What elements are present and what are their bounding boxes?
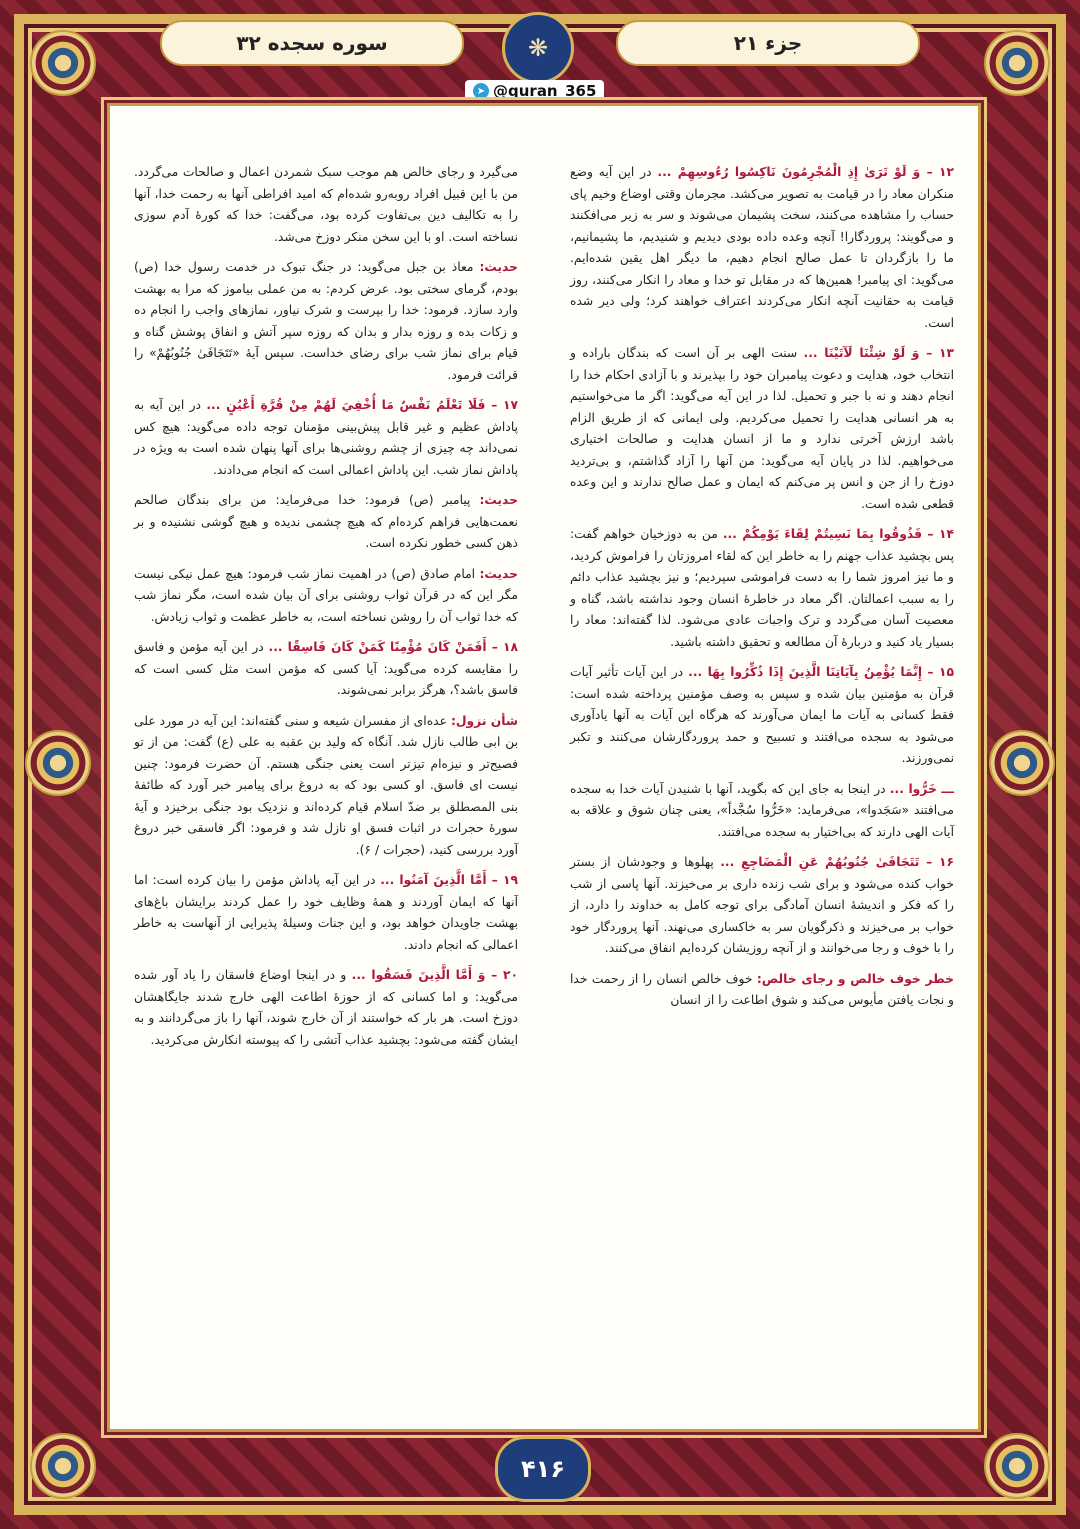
corner-ornament-bottom-left bbox=[30, 1433, 96, 1499]
paragraph bbox=[134, 257, 518, 386]
channel-tag[interactable] bbox=[465, 80, 604, 102]
paragraph bbox=[570, 662, 954, 770]
paragraph bbox=[134, 564, 518, 629]
verse-reference: ۱۲ – وَ لَوْ تَرَىٰ إِذِ الْمُجْرِمُونَ نَاكِسُوا رُءُوسِهِمْ ... bbox=[657, 165, 954, 179]
paragraph bbox=[570, 343, 954, 515]
quran-logo-icon: ❋ bbox=[502, 12, 574, 84]
paragraph-text: در این آیه مؤمن و فاسق را مقایسه کرده می‌گوید: آیا کسی که مؤمن است مثل کسی است که فاسق باشد؟، هرگز برابر نمی‌شوند. bbox=[134, 640, 518, 697]
surah-label: سوره سجده ۳۲ bbox=[160, 20, 464, 66]
verse-reference: حدیث: bbox=[479, 260, 518, 274]
paragraph bbox=[570, 852, 954, 960]
corner-ornament-top-right bbox=[984, 30, 1050, 96]
paragraph-text: و در اینجا اوضاع فاسقان را یاد آور شده می‌گوید: و اما کسانی که از حوزهٔ اطاعت الهی خارج شدند جایگاهشان دوزخ است. هر بار که خواستند از آن خارج شوند، آنها را باز می‌گردانند و به ایشان گفته می‌شود: بچشید عذاب آتشی را که پیوسته انکارش می‌کردید. bbox=[134, 968, 518, 1047]
paragraph bbox=[134, 395, 518, 481]
paragraph-text: در اینجا به جای این که بگوید، آنها با شنیدن آیات خدا به سجده می‌افتند «سَجَدوا»، می‌فرماید: «خَرُّوا سُجَّداً»، یعنی چنان شوق و علاقه به آیات الهی دارند که بی‌اختیار به سجده می‌افتند. bbox=[570, 781, 954, 839]
left-column bbox=[134, 162, 518, 1060]
right-column bbox=[570, 162, 954, 1021]
verse-reference: ۱۴ – فَذُوقُوا بِمَا نَسِيتُمْ لِقَاءَ يَوْمِكُمْ ... bbox=[722, 527, 954, 541]
paragraph bbox=[134, 490, 518, 555]
verse-reference: ۱۹ – أَمَّا الَّذِينَ آمَنُوا ... bbox=[380, 873, 518, 887]
paragraph bbox=[134, 162, 518, 248]
channel-handle: @quran_365 bbox=[493, 82, 597, 100]
paragraph-text: پهلوها و وجودشان از بستر خواب کنده می‌شود و برای شب زنده داری بر می‌خیزند. آنها پاسی از شب را که فکر و اندیشهٔ انسان آمادگی برای توجه کامل به خداوند را دارد، از خواب بر می‌خیزند و ذکرگویان سر به خاکساری می‌نهند. آنها پروردگار خود را با خوف و رجا می‌خوانند و از آنچه روزیشان کرده‌ایم انفاق می‌کنند. bbox=[570, 855, 954, 955]
paragraph bbox=[134, 870, 518, 956]
paragraph bbox=[570, 162, 954, 334]
paragraph-text: پیامبر (ص) فرمود: خدا می‌فرماید: من برای بندگان صالحم نعمت‌هایی فراهم کرده‌ام که هیچ چشمی ندیده و هیچ گوشی نشنیده و بر ذهن کسی خطور نکرده است. bbox=[134, 493, 518, 550]
paragraph-text: امام صادق (ص) در اهمیت نماز شب فرمود: هیچ عمل نیکی نیست مگر این که در قرآن ثواب روشنی برای آن بیان شده است، مگر نماز شب که خدا ثواب آن را روشن نساخته است، به خاطر عظمت و ثواب زیادش. bbox=[134, 566, 518, 624]
paragraph-text: در این آیه وضع منکران معاد را در قیامت به تصویر می‌کشد. مجرمان وقتی اوضاع وخیم پای حساب را مشاهده می‌کنند، سخت پشیمان می‌شوند و سر به زیر می‌افکنند و می‌گویند: پروردگارا! آنچه وعده داده بودی دیدیم و شنیدیم، ما پشیمانیم، ما را بازگردان تا عمل صالح انجام دهیم، ما دیگر اهل یقین شده‌ایم. می‌گوید: ای پیامبر! همین‌ها که در مقابل تو خدا و معاد را انکار می‌کنند، روز قیامت به حقانیت آنچه انکار می‌کردند اعتراف خواهند کرد؛ ولی دیر شده است. bbox=[570, 165, 954, 330]
verse-reference: حدیث: bbox=[479, 566, 518, 581]
verse-reference: ۲۰ – وَ أَمَّا الَّذِينَ فَسَقُوا ... bbox=[351, 968, 518, 982]
telegram-icon: ➤ bbox=[473, 83, 489, 99]
paragraph-text: در این آیه پاداش مؤمن را بیان کرده است: اما آنها که ایمان آوردند و همهٔ وظایف خود را عمل کردند برایشان باغ‌های بهشت جاویدان خواهد بود، و این جنات وسیلهٔ پذیرایی از آنهاست به خاطر اعمالی که انجام دادند. bbox=[134, 873, 518, 952]
paragraph-text: من به دوزخیان خواهم گفت: پس بچشید عذاب جهنم را به خاطر این که لقاء امروزتان را فراموش کردید، و ما نیز امروز شما را به دست فراموشی سپردیم؛ و نیز بچشید عذاب دائم را به سبب اعمالتان. اگر معاد در خاطرهٔ انسان وجود نداشته باشد، گناه و معصیت آسان می‌گردد و ترک واجبات عادی می‌شود. لذا گفته‌اند: معاد را بسیار یاد کنید و دربارهٔ آن مطالعه و تحقیق داشته باشید. bbox=[570, 527, 954, 649]
corner-ornament-top-left bbox=[30, 30, 96, 96]
paragraph-text: معاذ بن جبل می‌گوید: در جنگ تبوک در خدمت رسول خدا (ص) بودم، گرمای سختی بود. عرض کردم: به من عملی بیاموز که مرا به بهشت وارد سازد. فرمود: خدا را بپرست و شرک نیاور، نمازهای واجب را انجام ده و زکات بده و روزه بدار و بدان که روزه سپر آتش و انفاق پوشش گناه و قیام برای نماز شب برای رضای خداست. سپس آیهٔ «تَتَجَافَىٰ جُنُوبُهُمْ» را قرائت فرمود. bbox=[134, 260, 518, 382]
paragraph-text: عده‌ای از مفسران شیعه و سنی گفته‌اند: این آیه در مورد علی بن ابی طالب نازل شد. آنگاه که ولید بن عقبه به علی (ع) گفت: من از تو فصیح‌تر و نیزه‌ام تیزتر است یعنی جنگی هستم. آن حضرت فرمود: چنین نیست ای فاسق. او کسی بود که به دروغ برای پیامبر خبر آورد که طائفهٔ بنی المصطلق بر ضدّ اسلام قیام کرده‌اند و نزدیک بود جنگی برخیزد و آیهٔ سورهٔ حجرات در اثبات فسق او نازل شد و فرمود: اگر فاسقی خبر دروغ آورد بررسی کنید، (حجرات / ۶). bbox=[134, 713, 518, 857]
paragraph bbox=[134, 637, 518, 702]
paragraph-text: در این آیه به پاداش عظیم و غیر قابل پیش‌بینی مؤمنان توجه داده می‌گوید: هیچ کس نمی‌داند چه چیزی از چشم روشنی‌ها برای آنها پنهان شده است به ویژه در پاداش نماز شب. این پاداش اعمالی است که انجام می‌دادند. bbox=[134, 398, 518, 477]
paragraph bbox=[134, 965, 518, 1051]
verse-reference: ۱۸ – أَفَمَنْ كَانَ مُؤْمِنًا كَمَنْ كَانَ فَاسِقًا ... bbox=[268, 640, 518, 654]
paragraph bbox=[570, 969, 954, 1012]
verse-reference: حدیث: bbox=[479, 493, 518, 507]
side-ornament-right bbox=[989, 730, 1055, 796]
page-number: ۴۱۶ bbox=[495, 1436, 591, 1502]
text-panel bbox=[107, 103, 981, 1432]
verse-reference: ـــ خَرُّوا ... bbox=[889, 781, 954, 796]
juz-label: جزء ۲۱ bbox=[616, 20, 920, 66]
paragraph bbox=[570, 524, 954, 653]
verse-reference: ۱۷ – فَلَا تَعْلَمُ نَفْسٌ مَا أُخْفِيَ لَهُمْ مِنْ قُرَّةِ أَعْيُنٍ ... bbox=[206, 398, 518, 412]
paragraph-text: می‌گیرد و رجای خالص هم موجب سبک شمردن اعمال و صالحات می‌گردد. من با این قبیل افراد روبه‌رو شده‌ام که امید افراطی آنها به رحمت خدا، آنها را به تکالیف دین بی‌تفاوت کرده بود، می‌گفت: خدا که کورهٔ آدم سوزی نساخته است. او با این سخن منکر دوزخ می‌شد. bbox=[134, 165, 518, 244]
verse-reference: خطر خوف خالص و رجای خالص: bbox=[756, 971, 954, 986]
verse-reference: ۱۵ – إِنَّمَا يُؤْمِنُ بِآيَاتِنَا الَّذِينَ إِذَا ذُكِّرُوا بِهَا ... bbox=[688, 665, 954, 679]
paragraph bbox=[134, 711, 518, 862]
verse-reference: ۱۳ – وَ لَوْ شِئْنَا لَآتَيْنَا ... bbox=[803, 346, 954, 360]
corner-ornament-bottom-right bbox=[984, 1433, 1050, 1499]
side-ornament-left bbox=[25, 730, 91, 796]
paragraph-text: خوف خالص انسان را از رحمت خدا و نجات یافتن مأیوس می‌کند و شوق اطاعت را از انسان bbox=[570, 971, 954, 1007]
paragraph-text: در این آیات تأثیر آیات قرآن به مؤمنین بیان شده و سپس به وصف مؤمنین پرداخته شده است: فقط کسانی به آیات ما ایمان می‌آورند که هرگاه این آیات به آنها یادآوری می‌شود به سجده می‌افتند و تسبیح و حمد پروردگارشان می‌کنند و تکبر نمی‌ورزند. bbox=[570, 665, 954, 765]
paragraph-text: سنت الهی بر آن است که بندگان باراده و انتخاب خود، هدایت و دعوت پیامبران خود را بپذیرند و با آزادی احکام خدا را انجام دهند و نه با جبر و تحمیل. لذا در این آیه می‌گوید: اگر ما می‌خواستیم به هر انسانی هدایت را تحمیل می‌کردیم. ولی ایمانی که از طریق الزام باشد ارزش آخرتی ندارد و ما از انسان هدایت و صالحات اختیاری می‌خواهیم. لذا در پایان آیه می‌گوید: من آنها را آزاد گذاشتم، و بی‌تردید دوزخ را از جن و انس پر می‌کنم که ایمان و عمل صالح ندارند و این وعده قطعی شده است. bbox=[570, 346, 954, 511]
paragraph bbox=[570, 779, 954, 844]
verse-reference: شأن نزول: bbox=[450, 713, 518, 728]
verse-reference: ۱۶ – تَتَجَافَىٰ جُنُوبُهُمْ عَنِ الْمَضَاجِعِ ... bbox=[720, 855, 954, 869]
